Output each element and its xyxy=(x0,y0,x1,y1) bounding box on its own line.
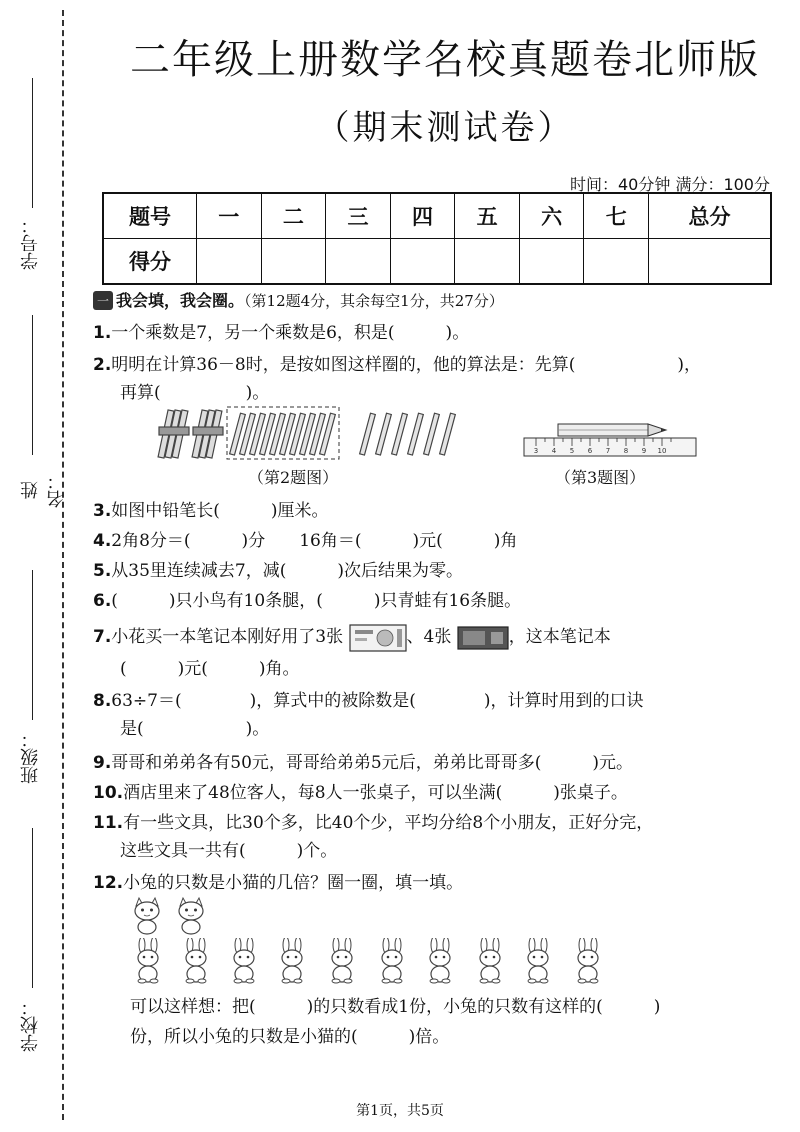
question-8-continued: 是( )。 xyxy=(120,719,270,739)
question-3 xyxy=(93,496,773,521)
score-cell[interactable] xyxy=(519,239,584,285)
question-number: 6. xyxy=(93,591,112,611)
score-header-cell: 一 xyxy=(197,193,262,239)
ruler-tick-label: 4 xyxy=(551,447,557,455)
rabbit-icon xyxy=(234,938,254,983)
ruler-tick-label: 9 xyxy=(641,447,647,455)
question-9 xyxy=(93,748,773,773)
question-text: 一个乘数是7，另一个乘数是6，积是( )。 xyxy=(111,323,470,343)
question-7 xyxy=(93,622,773,652)
score-cell[interactable] xyxy=(261,239,326,285)
question-12-line-1: 可以这样想：把( )的只数看成1份，小兔的只数有这样的( ) xyxy=(130,997,661,1017)
score-cell[interactable] xyxy=(326,239,391,285)
page-subtitle: （期末测试卷） xyxy=(315,108,575,148)
ruler-tick-label: 7 xyxy=(605,447,611,455)
school-label: 学校： xyxy=(20,998,41,1052)
question-number: 10. xyxy=(93,783,124,803)
student-number-line xyxy=(32,78,33,208)
score-cell[interactable] xyxy=(584,239,649,285)
class-label: 班级： xyxy=(20,730,41,784)
stick-bundle-1 xyxy=(158,410,189,458)
student-number-label: 学号： xyxy=(20,216,41,270)
question-number: 3. xyxy=(93,501,112,521)
rabbit-icon xyxy=(382,938,402,983)
question-12-line-2: 份，所以小兔的只数是小猫的( )倍。 xyxy=(130,1027,450,1047)
question-number: 1. xyxy=(93,323,112,343)
rabbit-icon xyxy=(430,938,450,983)
score-header-cell: 四 xyxy=(390,193,455,239)
question-number: 8. xyxy=(93,691,112,711)
score-cell[interactable] xyxy=(649,239,771,285)
score-header-cell: 七 xyxy=(584,193,649,239)
question-12 xyxy=(93,868,773,893)
rabbit-icon xyxy=(578,938,598,983)
question-text: 哥哥和弟弟各有50元，哥哥给弟弟5元后，弟弟比哥哥多( )元。 xyxy=(111,753,634,773)
question-3-caption: （第3题图） xyxy=(555,468,646,487)
question-text: 酒店里来了48位客人，每8人一张桌子，可以坐满( )张桌子。 xyxy=(123,783,628,803)
question-number: 2. xyxy=(93,355,112,375)
rabbit-icon xyxy=(528,938,548,983)
question-number: 4. xyxy=(93,531,112,551)
rabbit-icon xyxy=(332,938,352,983)
question-text: 小花买一本笔记本刚好用了3张 xyxy=(111,627,344,647)
section-title: 我会填，我会圈。 xyxy=(116,291,245,310)
score-cell[interactable] xyxy=(455,239,520,285)
rabbits-figure xyxy=(128,938,628,984)
cat-icon xyxy=(179,898,203,934)
score-header-cell: 五 xyxy=(455,193,520,239)
score-table-header-row xyxy=(103,193,771,239)
student-name-line xyxy=(32,315,33,455)
score-table-score-row xyxy=(103,239,771,285)
question-text: 63÷7＝( )，算式中的被除数是( )，计算时用到的口诀 xyxy=(111,691,644,711)
score-cell[interactable] xyxy=(390,239,455,285)
cut-line xyxy=(62,10,64,1120)
question-text: 有一些文具，比30个多，比40个少，平均分给8个小朋友，正好分完， xyxy=(123,813,654,833)
ruler-tick-label: 6 xyxy=(587,447,593,455)
question-number: 5. xyxy=(93,561,112,581)
score-header-cell: 题号 xyxy=(103,193,197,239)
question-text: 明明在计算36－8时，是按如图这样圈的，他的算法是：先算( )， xyxy=(111,355,702,375)
score-header-cell: 三 xyxy=(326,193,391,239)
score-table xyxy=(102,192,772,285)
student-name-field xyxy=(18,315,67,515)
question-text: 如图中铅笔长( )厘米。 xyxy=(111,501,329,521)
cats-figure xyxy=(128,896,228,936)
question-text: ，这本笔记本 xyxy=(508,627,611,647)
ruler-icon xyxy=(524,438,696,456)
question-5 xyxy=(93,556,773,581)
school-field xyxy=(18,828,48,1058)
score-cell[interactable] xyxy=(197,239,262,285)
exam-meta: 时间：40分钟 满分：100分 xyxy=(570,175,770,194)
student-number-field xyxy=(18,78,48,278)
question-number: 12. xyxy=(93,873,124,893)
question-text: 2角8分＝( )分 16角＝( )元( )角 xyxy=(111,531,518,551)
question-number: 11. xyxy=(93,813,124,833)
school-line xyxy=(32,828,33,988)
rabbit-icon xyxy=(138,938,158,983)
question-text: 小兔的只数是小猫的几倍？圈一圈，填一填。 xyxy=(123,873,464,893)
question-3-figure xyxy=(520,420,700,468)
section-note: （第12题4分，其余每空1分，共27分） xyxy=(244,292,504,310)
banknote-jiao-icon xyxy=(457,626,509,650)
question-number: 9. xyxy=(93,753,112,773)
student-name-label: 姓名： xyxy=(20,472,67,508)
question-8 xyxy=(93,686,773,711)
rabbit-icon xyxy=(480,938,500,983)
question-2-caption: （第2题图） xyxy=(248,468,339,487)
question-4 xyxy=(93,526,773,551)
rabbit-icon xyxy=(186,938,206,983)
question-text: ( )只小鸟有10条腿，( )只青蛙有16条腿。 xyxy=(111,591,522,611)
section-badge: 一 xyxy=(93,291,113,310)
banknote-one-yuan-icon xyxy=(349,624,407,652)
question-text: 、4张 xyxy=(406,627,452,647)
ruler-tick-label: 8 xyxy=(623,447,629,455)
class-field xyxy=(18,570,48,790)
cat-icon xyxy=(135,898,159,934)
question-2 xyxy=(93,350,773,375)
score-header-cell: 二 xyxy=(261,193,326,239)
question-11 xyxy=(93,808,773,833)
binding-margin xyxy=(0,0,70,1132)
question-text: 从35里连续减去7，减( )次后结果为零。 xyxy=(111,561,464,581)
loose-sticks xyxy=(230,413,456,455)
question-number: 7. xyxy=(93,627,112,647)
score-header-cell: 总分 xyxy=(649,193,771,239)
page-title: 二年级上册数学名校真题卷北师版 xyxy=(130,37,760,83)
rabbit-icon xyxy=(282,938,302,983)
stick-bundle-2 xyxy=(192,410,223,458)
class-line xyxy=(32,570,33,720)
ruler-tick-label: 10 xyxy=(657,447,667,455)
ruler-tick-label: 3 xyxy=(533,447,539,455)
section-header xyxy=(93,288,504,311)
ruler-tick-label: 5 xyxy=(569,447,575,455)
pencil-icon xyxy=(558,424,666,436)
page-footer: 第1页，共5页 xyxy=(356,1103,444,1119)
question-1 xyxy=(93,318,773,343)
score-row-label: 得分 xyxy=(103,239,197,285)
question-6 xyxy=(93,586,773,611)
question-2-figure xyxy=(155,405,465,465)
question-11-continued: 这些文具一共有( )个。 xyxy=(120,841,338,861)
question-10 xyxy=(93,778,773,803)
question-7-continued: ( )元( )角。 xyxy=(120,659,300,679)
question-2-continued: 再算( )。 xyxy=(120,383,270,403)
score-header-cell: 六 xyxy=(519,193,584,239)
